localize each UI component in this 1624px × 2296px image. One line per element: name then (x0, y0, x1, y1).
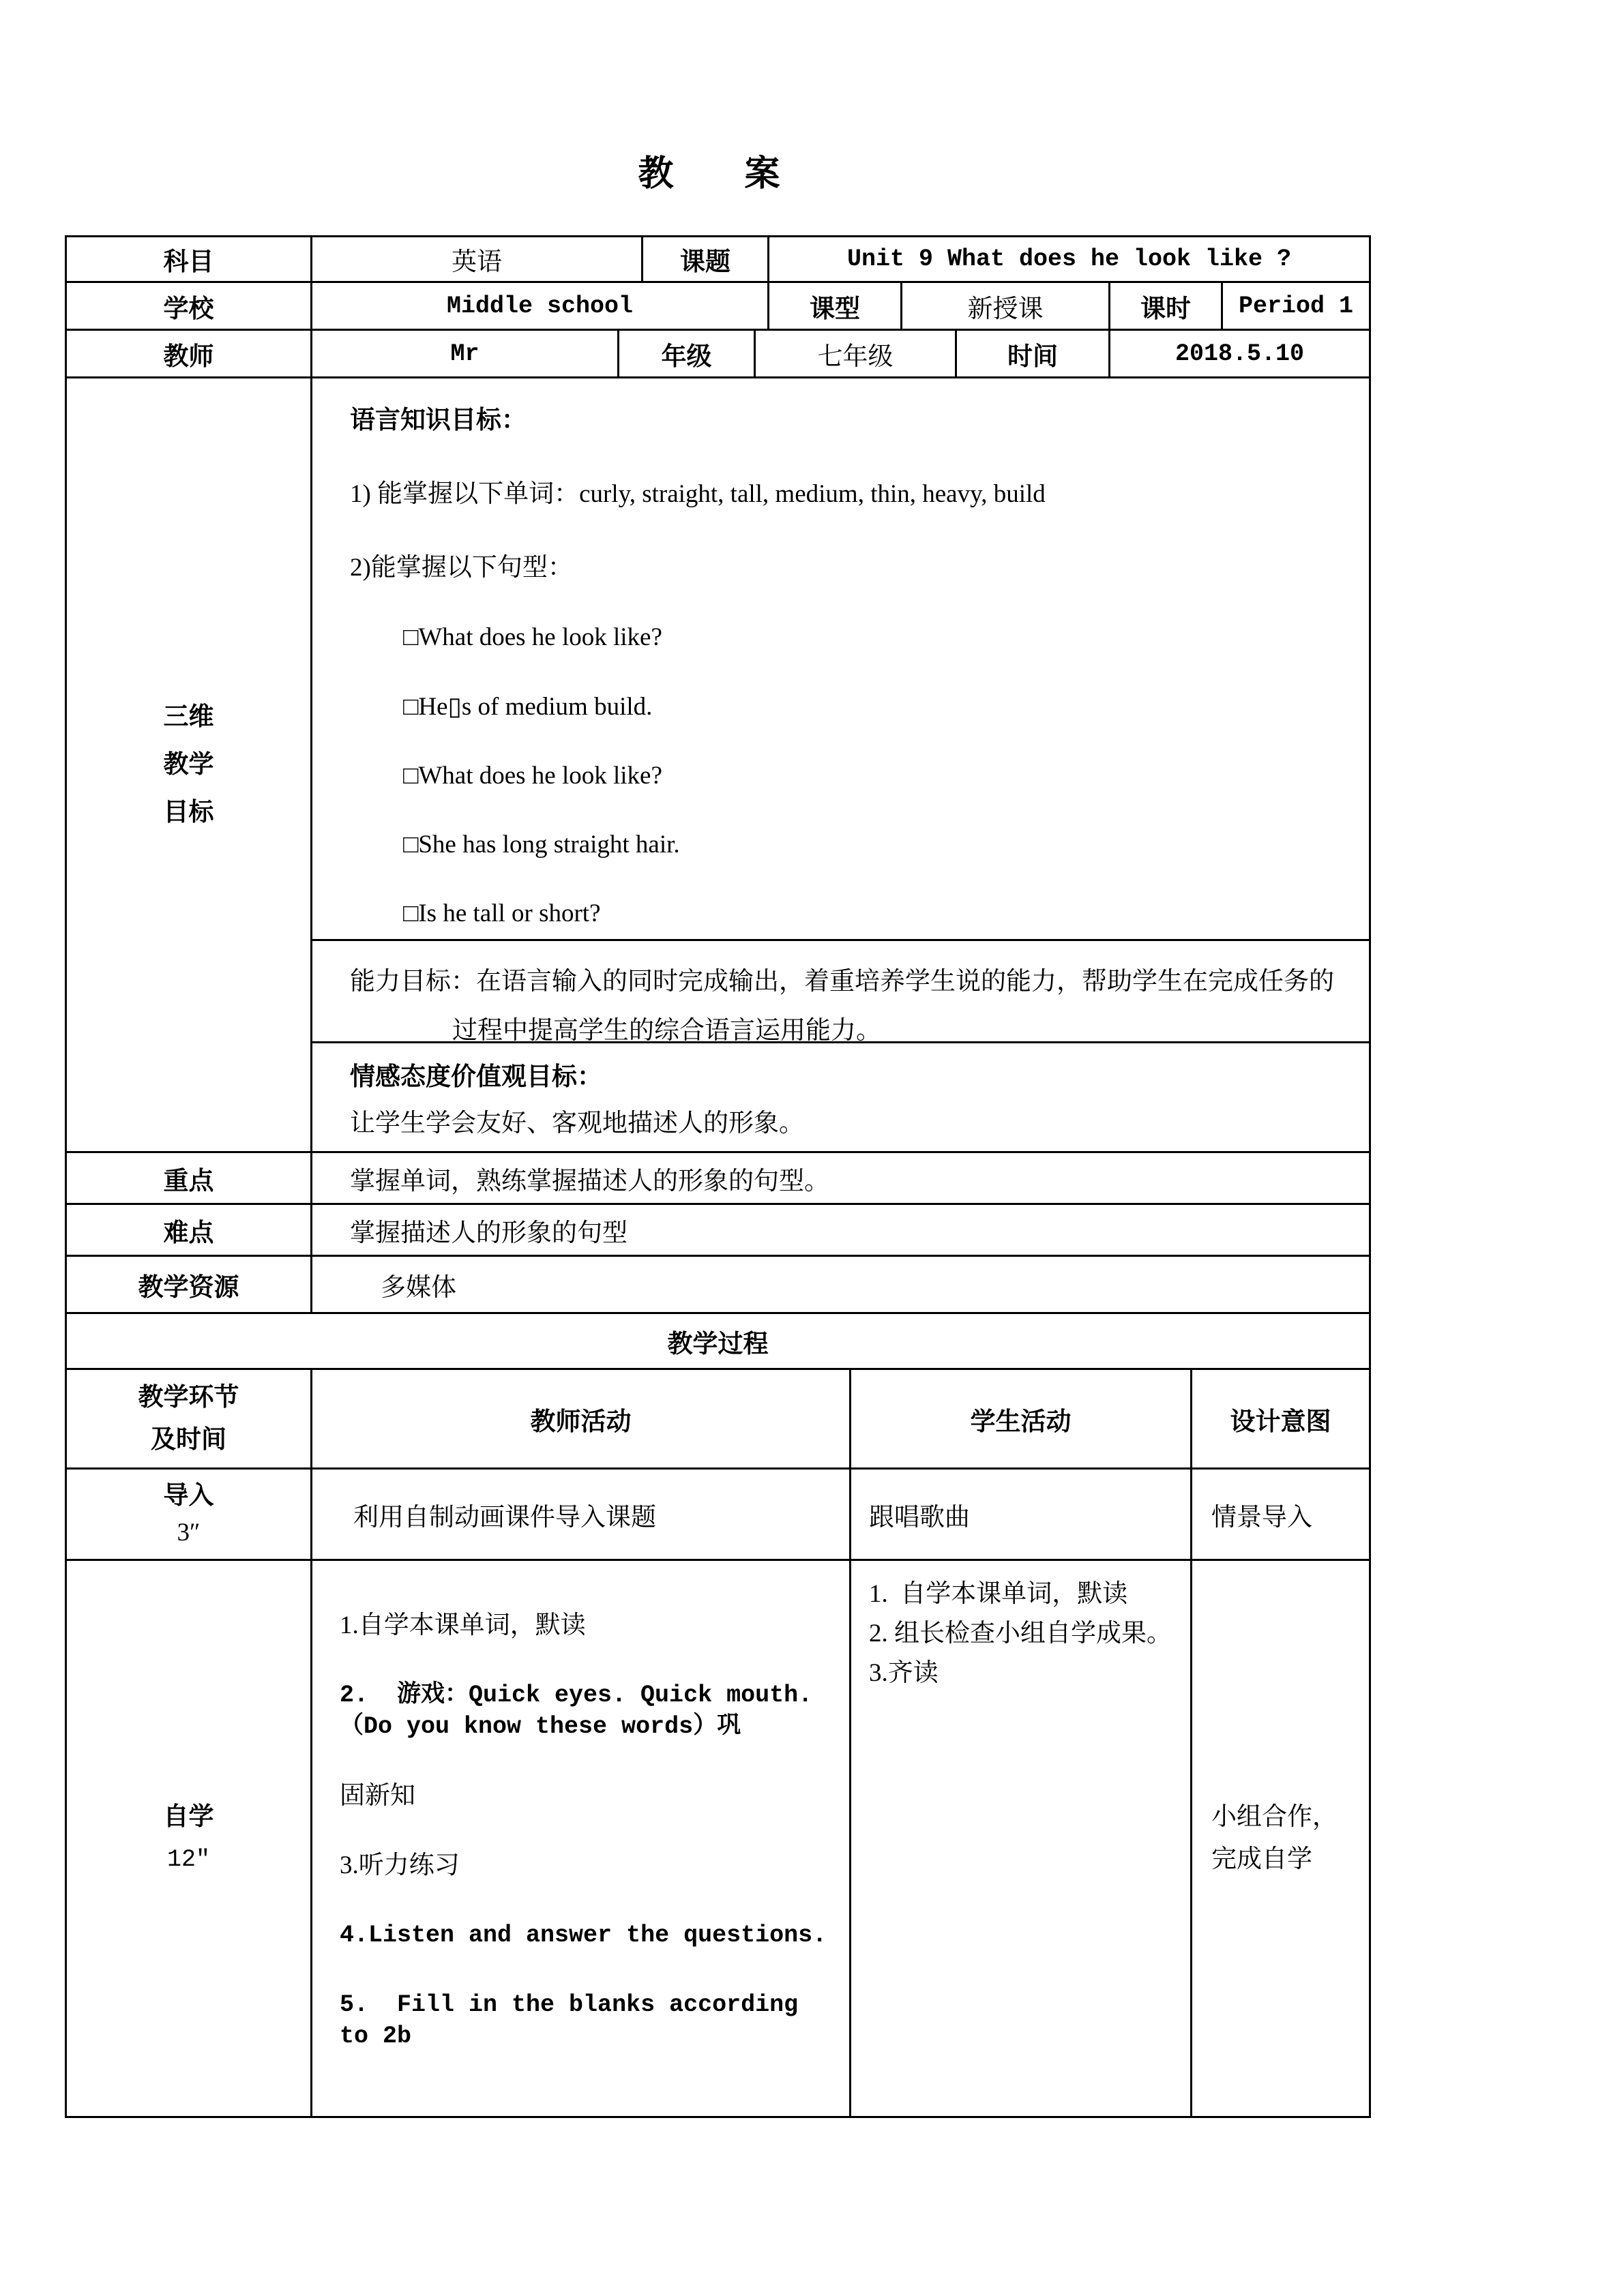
words-goal: 1) 能掌握以下单词：curly, straight, tall, medium, thin, heavy, build (350, 480, 1046, 508)
header-stage-line2: 及时间 (151, 1425, 226, 1454)
teacher-activity-line: 1.自学本课单词，默读 (340, 1611, 586, 1639)
lead-in-row (67, 1470, 1369, 1561)
info-row-subject (67, 237, 1369, 283)
lesson-type-value: 新授课 (902, 283, 1110, 329)
process-title-row (67, 1314, 1369, 1370)
subject-value: 英语 (312, 237, 643, 281)
goals-label-line2: 教学 (163, 750, 214, 779)
info-row-teacher (67, 331, 1369, 378)
difficulty-text: 掌握描述人的形象的句型 (350, 1219, 628, 1247)
pattern-sentence: □What does he look like? (403, 762, 662, 790)
key-point-text: 掌握单词，熟练掌握描述人的形象的句型。 (350, 1167, 829, 1195)
process-header-row (67, 1370, 1369, 1470)
resources-label: 教学资源 (67, 1257, 312, 1312)
ability-goals (312, 941, 1369, 1043)
subject-label: 科目 (67, 237, 312, 281)
school-label: 学校 (67, 283, 312, 329)
difficulty-row (67, 1205, 1369, 1257)
pattern-sentence: □Is he tall or short? (403, 899, 601, 927)
lead-in-intent: 情景导入 (1211, 1503, 1312, 1532)
teacher-activity-line: 5. Fill in the blanks according to 2b (340, 1991, 813, 2050)
student-activity-line: 3.齐读 (869, 1659, 939, 1687)
student-activity-line: 1. 自学本课单词，默读 (869, 1580, 1128, 1608)
teacher-value: Mr (312, 331, 619, 376)
emotion-goals-text: 让学生学会友好、客观地描述人的形象。 (350, 1109, 804, 1137)
period-value: Period 1 (1238, 292, 1354, 320)
resources-row (67, 1257, 1369, 1314)
topic-value: Unit 9 What does he look like ? (846, 245, 1292, 273)
knowledge-goals-title: 语言知识目标： (350, 406, 527, 434)
lesson-plan-table (65, 235, 1371, 2118)
resources-text: 多媒体 (381, 1273, 456, 1302)
lead-in-stage-time: 3″ (177, 1518, 201, 1547)
goals-content (312, 378, 1369, 1151)
header-stage-line1: 教学环节 (138, 1383, 239, 1412)
student-activity-line: 2. 组长检查小组自学成果。 (869, 1620, 1172, 1648)
pattern-sentence: □He▯s of medium build. (403, 693, 653, 721)
emotion-goals (312, 1043, 1369, 1151)
ability-goal-line2: 过程中提高学生的综合语言运用能力。 (452, 1017, 881, 1045)
pattern-sentence: □She has long straight hair. (403, 831, 680, 859)
page-title: 教 案 (638, 155, 798, 194)
header-teacher-activity: 教师活动 (312, 1370, 851, 1467)
lead-in-teacher: 利用自制动画课件导入课题 (312, 1470, 851, 1559)
pattern-sentence: □What does he look like? (403, 623, 662, 651)
time-value: 2018.5.10 (1175, 340, 1305, 368)
lead-in-student: 跟唱歌曲 (851, 1470, 1192, 1559)
teacher-label: 教师 (67, 331, 312, 376)
goals-label (67, 378, 312, 1151)
lead-in-stage-name: 导入 (163, 1481, 214, 1510)
goals-label-line3: 目标 (163, 798, 214, 826)
topic-label: 课题 (643, 237, 769, 281)
header-stage (67, 1370, 312, 1467)
patterns-goal: 2)能掌握以下句型： (350, 554, 573, 582)
self-study-teacher (312, 1561, 851, 2116)
grade-label: 年级 (619, 331, 756, 376)
lesson-type-label: 课型 (769, 283, 902, 329)
info-row-school (67, 283, 1369, 331)
teacher-activity-line: 3.听力练习 (340, 1851, 460, 1879)
time-label: 时间 (957, 331, 1110, 376)
key-point-label: 重点 (67, 1153, 312, 1203)
header-design-intent: 设计意图 (1230, 1407, 1331, 1436)
self-study-stage (67, 1561, 312, 2116)
header-student-activity: 学生活动 (851, 1370, 1192, 1467)
self-study-stage-time: 12″ (166, 1846, 210, 1873)
teacher-activity-line: 2. 游戏：Quick eyes. Quick mouth.（Do you know these words）巩 (340, 1682, 813, 1740)
knowledge-goals (312, 378, 1369, 941)
teacher-activity-line: 4.Listen and answer the questions. (340, 1922, 827, 1949)
emotion-goals-title: 情感态度价值观目标： (350, 1063, 602, 1091)
goals-row (67, 378, 1369, 1153)
self-study-row (67, 1561, 1369, 2116)
difficulty-label: 难点 (67, 1205, 312, 1255)
lead-in-stage (67, 1470, 312, 1559)
process-section-title: 教学过程 (667, 1330, 769, 1358)
teacher-activity-line: 固新知 (340, 1782, 415, 1810)
period-label: 课时 (1110, 283, 1223, 329)
goals-label-line1: 三维 (163, 702, 214, 731)
grade-value: 七年级 (756, 331, 957, 376)
ability-goal-line1: 能力目标：在语言输入的同时完成输出，着重培养学生说的能力，帮助学生在完成任务的 (350, 968, 1334, 996)
school-value: Middle school (312, 283, 769, 329)
self-study-stage-name: 自学 (163, 1803, 214, 1831)
self-study-intent: 小组合作，完成自学 (1211, 1803, 1338, 1873)
self-study-student (851, 1561, 1192, 2116)
key-point-row (67, 1153, 1369, 1205)
